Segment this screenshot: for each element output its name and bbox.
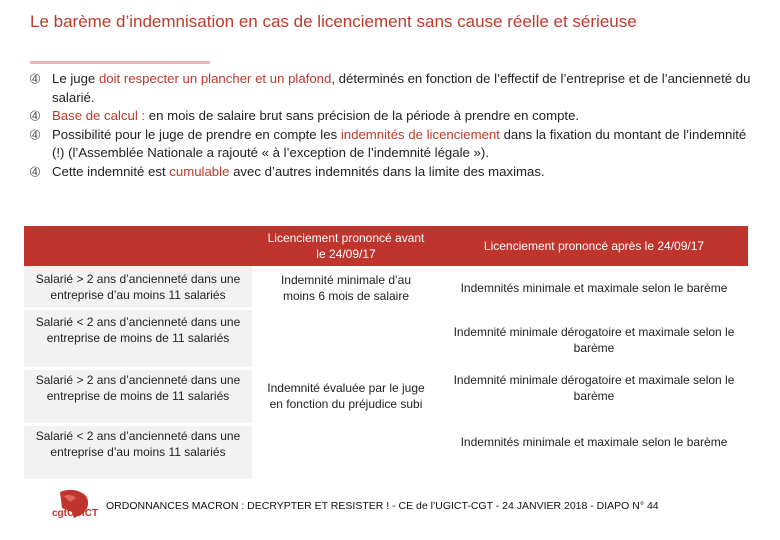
cell-after: Indemnité minimale dérogatoire et maximale selon le barème	[440, 310, 748, 370]
bullet-text: Base de calcul : en mois de salaire brut sans précision de la période à prendre en compte.	[52, 108, 580, 123]
bullet-arrow-icon: ➃	[30, 127, 41, 142]
bullet-item	[30, 107, 758, 126]
row-label: Salarié > 2 ans d’ancienneté dans une entreprise de moins de 11 salariés	[24, 370, 252, 426]
cell-before-first: Indemnité minimale d’au moins 6 mois de salaire	[252, 266, 440, 310]
table-row	[24, 266, 748, 310]
bullet-arrow-icon: ➃	[30, 109, 41, 123]
indemnity-table	[24, 226, 748, 482]
row-label: Salarié < 2 ans d’ancienneté dans une entreprise de moins de 11 salariés	[24, 310, 252, 370]
bullet-text: Possibilité pour le juge de prendre en compte les indemnités de licenciement dans la fixation du montant de l’indemnité (!) (l’Assemblée Nationale a rajouté « à l’exception de l’indemnité légale »).	[52, 126, 747, 160]
bullet-item	[30, 163, 758, 182]
header-before: Licenciement prononcé avant le 24/09/17	[252, 226, 440, 266]
table-row	[24, 310, 748, 370]
bullet-text: Le juge doit respecter un plancher et un plafond, déterminés en fonction de l’effectif de l’entreprise et de l’ancienneté du salarié.	[52, 71, 751, 105]
header-after: Licenciement prononcé après le 24/09/17	[440, 226, 748, 266]
title-divider	[30, 61, 210, 64]
row-label: Salarié < 2 ans d’ancienneté dans une entreprise d’au moins 11 salariés	[24, 426, 252, 482]
bullet-item	[30, 70, 758, 107]
row-label: Salarié > 2 ans d’ancienneté dans une entreprise d’au moins 11 salariés	[24, 266, 252, 310]
logo-text: cgtUGICT	[52, 508, 99, 519]
table-header-empty	[24, 226, 252, 266]
cell-before-rest: Indemnité évaluée par le juge en fonction du préjudice subi	[252, 310, 440, 482]
bullet-text: Cette indemnité est cumulable avec d’autres indemnités dans la limite des maximas.	[52, 163, 545, 179]
slide-title: Le barème d’indemnisation en cas de licenciement sans cause réelle et sérieuse	[30, 12, 637, 31]
table-header-row	[24, 226, 748, 266]
cell-after: Indemnités minimale et maximale selon le barème	[440, 426, 748, 482]
cgt-ugict-logo	[52, 488, 99, 528]
cell-after: Indemnité minimale dérogatoire et maximale selon le barème	[440, 370, 748, 426]
bullet-list	[30, 70, 758, 181]
cell-after: Indemnités minimale et maximale selon le barème	[440, 266, 748, 310]
bullet-item	[30, 126, 758, 163]
bullet-arrow-icon: ➃	[30, 72, 41, 86]
bullet-arrow-icon: ➃	[30, 164, 41, 179]
footer-text: ORDONNANCES MACRON : DECRYPTER ET RESISTER ! - CE de l’UGICT-CGT - 24 JANVIER 2018 - DIAPO N° 44	[106, 500, 659, 512]
